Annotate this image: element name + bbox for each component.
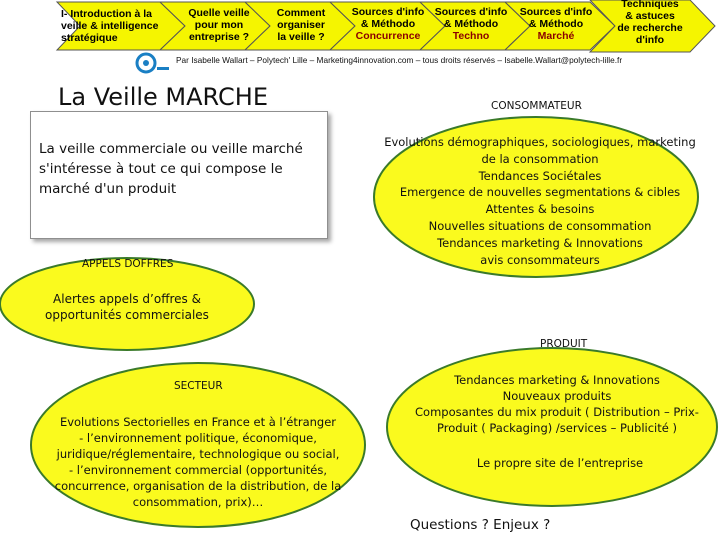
produit-text bbox=[412, 372, 702, 436]
nav-step-marche-line: Sources d'info bbox=[519, 6, 593, 18]
nav-step-concurrence-line: & Méthodo bbox=[360, 18, 416, 30]
secteur-line: Evolutions Sectorielles en France et à l’étranger bbox=[59, 415, 337, 429]
produit-heading: PRODUIT bbox=[540, 338, 588, 350]
nav-step-marche-line: & Méthodo bbox=[528, 18, 584, 30]
nav-step-concurrence-line: Sources d'info bbox=[351, 6, 425, 18]
nav-step-marche-line: Marché bbox=[537, 30, 575, 42]
appels-offres-line: Alertes appels d’offres & bbox=[53, 292, 201, 306]
secteur-line: concurrence, organisation de la distribution, de la bbox=[54, 479, 342, 493]
nav-step-organiser-line: Comment bbox=[276, 7, 326, 19]
nav-step-concurrence-line: Concurrence bbox=[355, 30, 421, 42]
consommateur-line: Tendances Sociétales bbox=[478, 168, 602, 183]
produit-line: Composantes du mix produit ( Distribution – Prix- bbox=[415, 405, 699, 419]
appels-offres-text bbox=[30, 291, 224, 323]
secteur-line: juridique/réglementaire, technologique ou social, bbox=[56, 447, 340, 461]
appels-offres-heading: APPELS DOFFRES bbox=[82, 258, 174, 270]
nav-step-organiser-line: la veille ? bbox=[277, 31, 325, 43]
nav-step-introduction-line: veille & intelligence bbox=[61, 20, 159, 32]
nav-step-introduction-line: stratégique bbox=[61, 32, 118, 44]
consommateur-text bbox=[380, 134, 700, 268]
consommateur-line: Attentes & besoins bbox=[485, 202, 595, 217]
nav-step-techniques-line: Techniques bbox=[621, 0, 679, 10]
secteur-line: consommation, prix)… bbox=[132, 495, 264, 509]
copyright-credit: Par Isabelle Wallart – Polytech' Lille – Marketing4innovation.com – tous droits réservés – Isabelle.Wallart@polytech-lille.fr bbox=[176, 55, 623, 65]
consommateur-line: de la consommation bbox=[481, 151, 599, 166]
secteur-heading: SECTEUR bbox=[174, 380, 223, 392]
nav-step-techniques-line: & astuces bbox=[625, 10, 675, 22]
produit-line: Nouveaux produits bbox=[502, 389, 612, 403]
secteur-line: - l’environnement politique, économique, bbox=[79, 431, 317, 445]
secteur-text bbox=[46, 414, 350, 510]
nav-step-techno-line: Sources d'info bbox=[434, 6, 508, 18]
nav-step-techno-line: & Méthodo bbox=[443, 18, 499, 30]
consommateur-line: Tendances marketing & Innovations bbox=[437, 235, 643, 250]
intro-text: La veille commerciale ou veille marché s'intéresse à tout ce qui compose le marché d'un produit bbox=[39, 141, 303, 197]
secteur-line: - l’environnement commercial (opportunités, bbox=[68, 463, 328, 477]
nav-step-introduction-line: I- Introduction à la bbox=[61, 8, 152, 20]
consommateur-line: Evolutions démographiques, sociologiques, marketing bbox=[384, 135, 696, 149]
produit-extra: Le propre site de l’entreprise bbox=[476, 456, 644, 470]
page-title: La Veille MARCHE bbox=[58, 83, 268, 111]
nav-step-organiser-line: organiser bbox=[277, 19, 325, 31]
nav-step-quelle-veille-line: entreprise ? bbox=[188, 31, 250, 43]
nav-step-techniques-line: d'info bbox=[635, 34, 665, 46]
consommateur-line: Emergence de nouvelles segmentations & cibles bbox=[399, 185, 681, 200]
consommateur-line: Nouvelles situations de consommation bbox=[428, 218, 652, 233]
produit-line: Produit ( Packaging) /services – Publicité ) bbox=[437, 421, 677, 435]
consommateur-heading: CONSOMMATEUR bbox=[491, 100, 582, 112]
appels-offres-line: opportunités commerciales bbox=[45, 308, 209, 322]
nav-step-quelle-veille-line: pour mon bbox=[194, 19, 244, 31]
nav-step-quelle-veille-line: Quelle veille bbox=[188, 7, 250, 19]
questions-footer: Questions ? Enjeux ? bbox=[410, 517, 551, 533]
nav-step-techniques-line: de recherche bbox=[617, 22, 683, 34]
nav-step-techno-line: Techno bbox=[452, 30, 490, 42]
consommateur-line: avis consommateurs bbox=[480, 252, 600, 267]
produit-line: Tendances marketing & Innovations bbox=[454, 373, 660, 387]
